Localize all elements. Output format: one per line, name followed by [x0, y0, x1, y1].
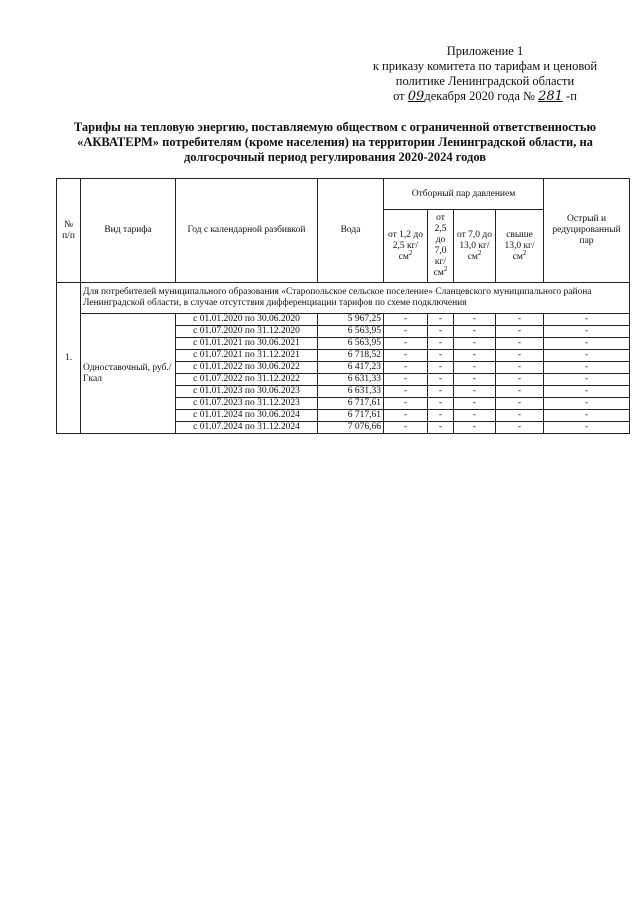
tariff-table — [56, 178, 630, 434]
empty-tariff-cell: - — [544, 374, 630, 386]
water-tariff-cell: 6 417,23 — [318, 362, 384, 374]
empty-tariff-cell: - — [384, 374, 428, 386]
empty-tariff-cell: - — [454, 386, 496, 398]
empty-tariff-cell: - — [384, 350, 428, 362]
water-tariff-cell: 6 563,95 — [318, 326, 384, 338]
empty-tariff-cell: - — [544, 410, 630, 422]
empty-tariff-cell: - — [496, 410, 544, 422]
appendix-date-line — [355, 89, 615, 104]
group-description: Для потребителей муниципального образования «Старопольское сельское поселение» Сланцевского муниципального района Ленинградской области, в случае отсутствия дифференциации тарифов по схеме подключения — [81, 283, 630, 314]
empty-tariff-cell: - — [384, 362, 428, 374]
appendix-committee-line: политике Ленинградской области — [395, 74, 575, 88]
empty-tariff-cell: - — [384, 386, 428, 398]
empty-tariff-cell: - — [454, 350, 496, 362]
empty-tariff-cell: - — [496, 362, 544, 374]
header-water: Вода — [318, 179, 384, 283]
empty-tariff-cell: - — [544, 422, 630, 434]
period-cell: с 01.01.2024 по 30.06.2024 — [176, 410, 318, 422]
row-number: 1. — [57, 283, 81, 434]
empty-tariff-cell: - — [428, 314, 454, 326]
order-number: 281 — [538, 89, 563, 104]
title-line-2: «АКВАТЕРМ» потребителям (кроме населения) на территории Ленинградской области, на — [77, 135, 593, 149]
header-type: Вид тарифа — [81, 179, 176, 283]
period-cell: с 01.01.2022 по 30.06.2022 — [176, 362, 318, 374]
empty-tariff-cell: - — [384, 410, 428, 422]
empty-tariff-cell: - — [428, 338, 454, 350]
title-line-1: Тарифы на тепловую энергию, поставляемую обществом с ограниченной ответственностью — [73, 120, 597, 134]
header-steam-group: Отборный пар давлением — [384, 179, 544, 210]
period-cell: с 01.01.2020 по 30.06.2020 — [176, 314, 318, 326]
empty-tariff-cell: - — [454, 422, 496, 434]
empty-tariff-cell: - — [544, 326, 630, 338]
tariff-type: Одноставочный, руб./Гкал — [81, 314, 176, 434]
period-cell: с 01.07.2024 по 31.12.2024 — [176, 422, 318, 434]
period-cell: с 01.07.2023 по 31.12.2023 — [176, 398, 318, 410]
header-period: Год с календарной разбивкой — [176, 179, 318, 283]
empty-tariff-cell: - — [454, 410, 496, 422]
appendix-order-line: к приказу комитета по тарифам и ценовой — [372, 59, 598, 73]
header-pressure-2: от 2,5 до 7,0 $кг/см^2$ — [428, 210, 454, 283]
date-rest: декабря 2020 года № — [424, 89, 535, 103]
header-sharp-steam: Острый и редуцированный пар — [544, 179, 630, 283]
empty-tariff-cell: - — [428, 422, 454, 434]
empty-tariff-cell: - — [454, 398, 496, 410]
period-cell: с 01.07.2020 по 31.12.2020 — [176, 326, 318, 338]
header-pressure-1: от 1,2 до 2,5 $кг/см^2$ — [384, 210, 428, 283]
empty-tariff-cell: - — [428, 398, 454, 410]
water-tariff-cell: 6 563,95 — [318, 338, 384, 350]
water-tariff-cell: 6 718,52 — [318, 350, 384, 362]
empty-tariff-cell: - — [384, 338, 428, 350]
water-tariff-cell: 6 631,33 — [318, 374, 384, 386]
water-tariff-cell: 6 717,61 — [318, 410, 384, 422]
header-num: № п/п — [57, 179, 81, 283]
empty-tariff-cell: - — [384, 326, 428, 338]
header-pressure-3: от 7,0 до 13,0 $кг/см^2$ — [454, 210, 496, 283]
date-prefix: от — [393, 89, 405, 103]
appendix-title: Приложение 1 — [446, 44, 524, 58]
period-cell: с 01.01.2023 по 30.06.2023 — [176, 386, 318, 398]
water-tariff-cell: 6 717,61 — [318, 398, 384, 410]
empty-tariff-cell: - — [454, 326, 496, 338]
water-tariff-cell: 7 076,66 — [318, 422, 384, 434]
empty-tariff-cell: - — [454, 338, 496, 350]
document-title — [55, 120, 615, 165]
header-pressure-4: свыше 13,0 $кг/см^2$ — [496, 210, 544, 283]
empty-tariff-cell: - — [428, 410, 454, 422]
empty-tariff-cell: - — [496, 338, 544, 350]
period-cell: с 01.07.2022 по 31.12.2022 — [176, 374, 318, 386]
empty-tariff-cell: - — [544, 350, 630, 362]
empty-tariff-cell: - — [496, 326, 544, 338]
water-tariff-cell: 5 967,25 — [318, 314, 384, 326]
appendix-header — [355, 44, 615, 104]
empty-tariff-cell: - — [428, 374, 454, 386]
period-cell: с 01.07.2021 по 31.12.2021 — [176, 350, 318, 362]
title-line-3: долгосрочный период регулирования 2020-2024 годов — [183, 150, 487, 164]
water-tariff-cell: 6 631,33 — [318, 386, 384, 398]
empty-tariff-cell: - — [544, 314, 630, 326]
empty-tariff-cell: - — [496, 374, 544, 386]
period-cell: с 01.01.2021 по 30.06.2021 — [176, 338, 318, 350]
empty-tariff-cell: - — [428, 350, 454, 362]
empty-tariff-cell: - — [544, 386, 630, 398]
empty-tariff-cell: - — [544, 362, 630, 374]
date-day: 09 — [407, 89, 425, 104]
empty-tariff-cell: - — [496, 314, 544, 326]
table-row — [57, 314, 630, 326]
empty-tariff-cell: - — [384, 314, 428, 326]
empty-tariff-cell: - — [384, 422, 428, 434]
empty-tariff-cell: - — [428, 326, 454, 338]
empty-tariff-cell: - — [428, 362, 454, 374]
empty-tariff-cell: - — [544, 338, 630, 350]
empty-tariff-cell: - — [454, 314, 496, 326]
empty-tariff-cell: - — [428, 386, 454, 398]
empty-tariff-cell: - — [496, 386, 544, 398]
empty-tariff-cell: - — [496, 350, 544, 362]
empty-tariff-cell: - — [454, 362, 496, 374]
empty-tariff-cell: - — [496, 422, 544, 434]
empty-tariff-cell: - — [384, 398, 428, 410]
empty-tariff-cell: - — [544, 398, 630, 410]
empty-tariff-cell: - — [454, 374, 496, 386]
order-number-suffix: -п — [566, 89, 577, 103]
empty-tariff-cell: - — [496, 398, 544, 410]
